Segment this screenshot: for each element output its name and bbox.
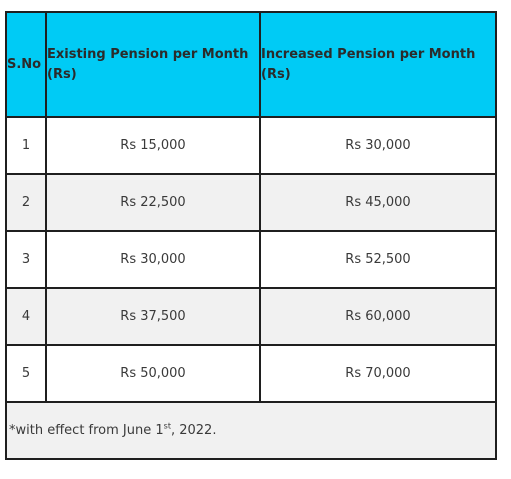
table-row <box>6 345 496 402</box>
cell-existing: Rs 50,000 <box>46 345 260 402</box>
table-row <box>6 288 496 345</box>
cell-increased: Rs 52,500 <box>260 231 496 288</box>
header-existing-pension: Existing Pension per Month (Rs) <box>46 12 260 117</box>
header-sno: S.No <box>6 12 46 117</box>
cell-increased: Rs 30,000 <box>260 117 496 174</box>
pension-table-container <box>5 11 497 460</box>
cell-sno: 1 <box>6 117 46 174</box>
header-increased-pension: Increased Pension per Month (Rs) <box>260 12 496 117</box>
cell-existing: Rs 37,500 <box>46 288 260 345</box>
table-footnote-row <box>6 402 496 459</box>
cell-increased: Rs 60,000 <box>260 288 496 345</box>
cell-existing: Rs 15,000 <box>46 117 260 174</box>
cell-existing: Rs 30,000 <box>46 231 260 288</box>
pension-table <box>5 11 497 460</box>
footnote-text: *with effect from June 1 <box>9 423 164 438</box>
table-row <box>6 231 496 288</box>
table-row <box>6 174 496 231</box>
cell-increased: Rs 70,000 <box>260 345 496 402</box>
cell-sno: 2 <box>6 174 46 231</box>
footnote-date-suffix: , 2022. <box>170 423 217 438</box>
footnote <box>6 402 496 459</box>
table-row <box>6 117 496 174</box>
cell-sno: 3 <box>6 231 46 288</box>
cell-sno: 5 <box>6 345 46 402</box>
cell-sno: 4 <box>6 288 46 345</box>
table-header-row <box>6 12 496 117</box>
cell-increased: Rs 45,000 <box>260 174 496 231</box>
cell-existing: Rs 22,500 <box>46 174 260 231</box>
footnote-superscript: st <box>163 421 171 431</box>
